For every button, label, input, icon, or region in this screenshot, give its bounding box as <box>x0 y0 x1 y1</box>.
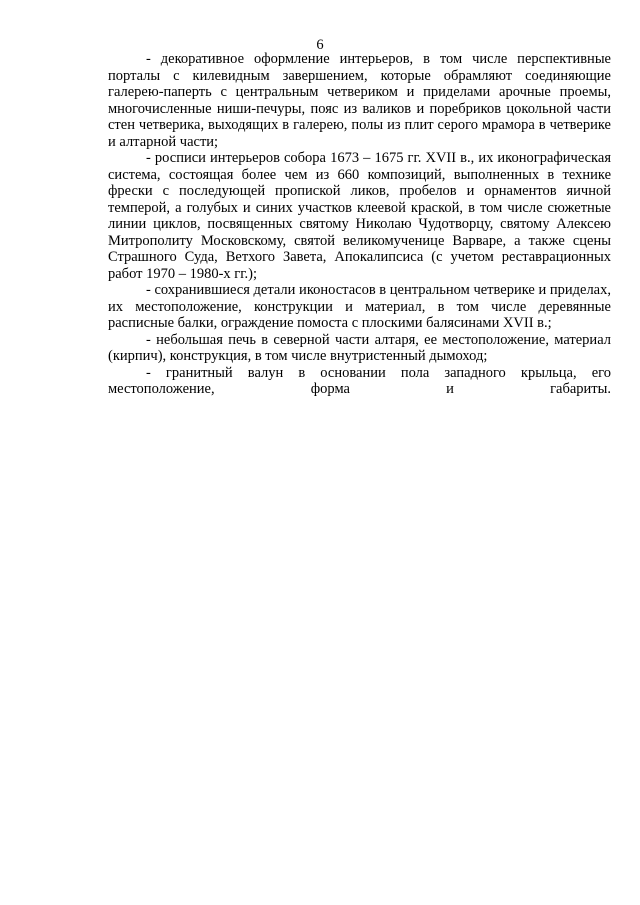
paragraph-cathedral-frescoes: - росписи интерьеров собора 1673 – 1675 гг. XVII в., их иконографическая система, состоящая более чем из 660 композиций, выполненных в технике фрески с последующей пропиской ликов, пробелов и орнаментов яичной темперой, а голубых и синих участков клеевой краской, в том числе сюжетные линии циклов, посвященных святому Николаю Чудотворцу, святому Алексею Митрополиту Московскому, святой великомученице Варваре, а также сцены Страшного Суда, Ветхого Завета, Апокалипсиса (с учетом реставрационных работ 1970 – 1980-х гг.); <box>108 150 611 282</box>
page-number: 6 <box>316 37 324 53</box>
paragraph-decorative-interiors: - декоративное оформление интерьеров, в том числе перспективные порталы с килевидным завершением, которые обрамляют соединяющие галерею-паперть с центральным четвериком и приделами арочные проемы, многочисленные ниши-печуры, пояс из валиков и поребриков цокольной части стен четверика, выходящих в галерею, полы из плит серого мрамора в четверике и алтарной части; <box>108 51 611 150</box>
document-body <box>108 51 611 398</box>
paragraph-granite-boulder: - гранитный валун в основании пола западного крыльца, его местоположение, форма и габариты. <box>108 364 611 397</box>
paragraph-altar-stove: - небольшая печь в северной части алтаря, ее местоположение, материал (кирпич), конструкция, в том числе внутристенный дымоход; <box>108 331 611 364</box>
paragraph-iconostasis-details: - сохранившиеся детали иконостасов в центральном четверике и приделах, их местоположение, конструкции и материал, в том числе деревянные расписные балки, ограждение помоста с плоскими балясинами XVII в.; <box>108 282 611 331</box>
